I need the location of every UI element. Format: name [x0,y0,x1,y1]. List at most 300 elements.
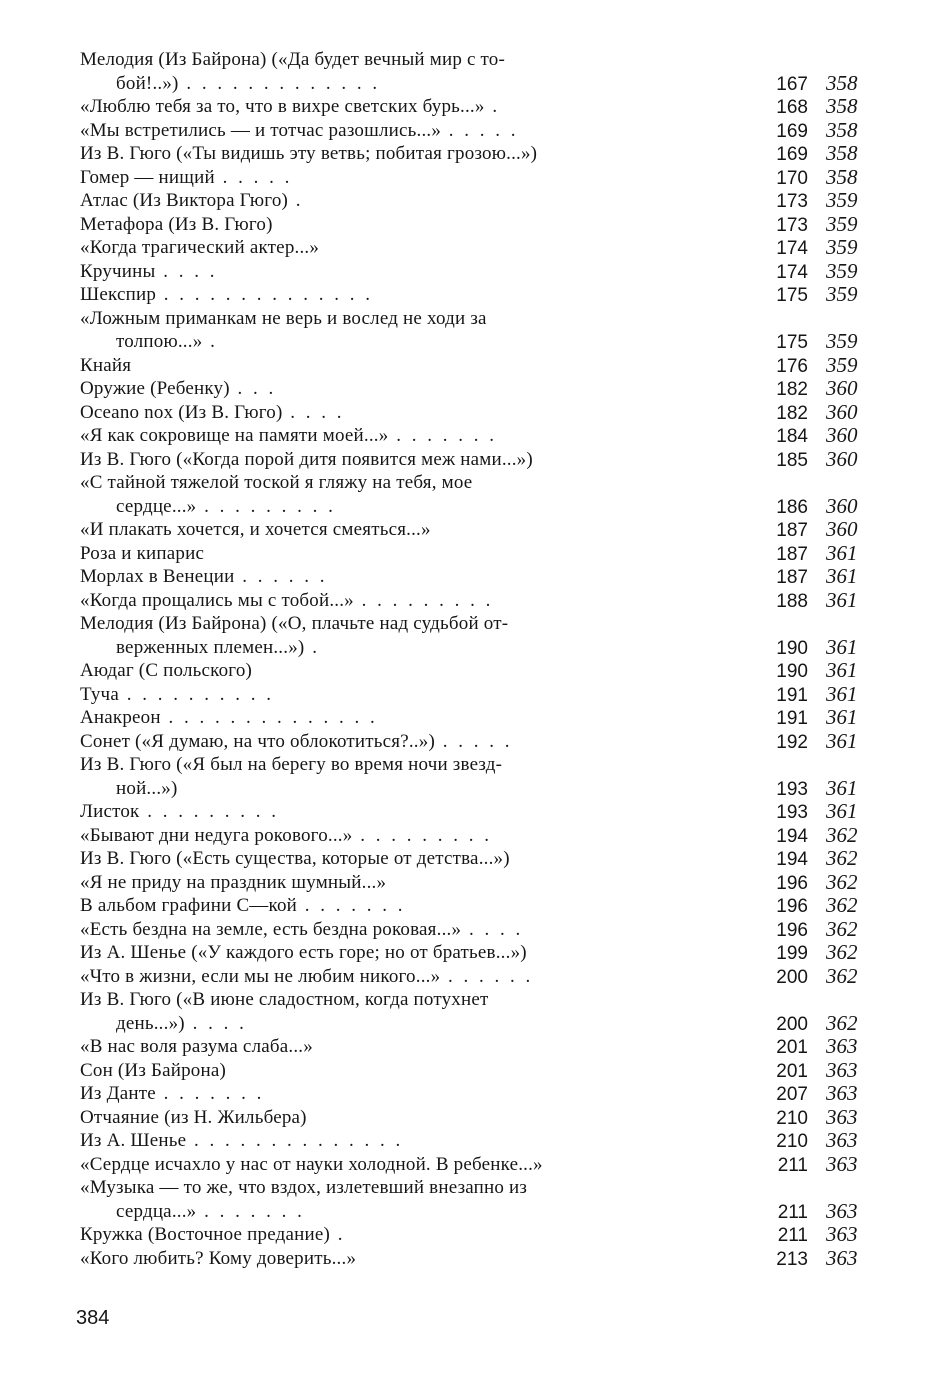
entry-title-text: Кнайя [80,354,132,376]
entry-title [80,1129,722,1153]
entry-notes-page: 361 [826,587,858,612]
entry-title-text: «Сердце исчахло у нас от науки холодной. В ребенке...» [80,1153,543,1175]
entry-page-refs [760,542,874,566]
entry-title-text: Из В. Гюго («Когда порой дитя появится меж нами...») [80,448,533,470]
entry-page-number: 190 [776,661,808,682]
toc-entry [0,1247,944,1271]
entry-page-refs [760,166,874,190]
entry-title [80,448,722,472]
toc-entry [0,1223,944,1247]
entry-title [80,48,722,95]
dot-leader: . . . . . . . [155,1083,265,1104]
entry-title-text: Оружие (Ребенку) [80,378,230,399]
entry-page-refs [760,189,874,213]
entry-page-number: 196 [776,919,808,941]
entry-title [80,307,722,354]
toc-entry [0,377,944,401]
entry-page-number: 211 [777,1154,808,1176]
entry-title [80,894,722,918]
toc-entry [0,142,944,166]
entry-notes-page: 358 [826,70,858,95]
dot-leader: . [329,1224,346,1245]
entry-page-refs [760,565,874,589]
entry-title-continuation: толпою...» [116,331,203,352]
entry-title-text: «Что в жизни, если мы не любим никого...» [80,965,441,987]
dot-leader: . . . [229,378,277,399]
entry-title-text: Кручины [80,260,156,282]
entry-notes-page: 360 [826,493,858,518]
entry-page-refs [760,683,874,707]
entry-title-text: Роза и кипарис [80,542,205,564]
entry-title [80,1059,722,1083]
toc-entry [0,189,944,213]
entry-title [80,1223,722,1247]
entry-page-refs [760,941,874,965]
toc-entry [0,260,944,284]
entry-title-text: В альбом графини С—кой [80,895,298,916]
entry-page-number: 173 [776,191,808,212]
entry-title [80,236,722,260]
entry-page-refs [760,1035,874,1059]
toc-entry [0,1082,944,1106]
entry-title [80,918,722,942]
entry-page-refs [760,1059,874,1083]
entry-page-number: 182 [776,379,808,400]
entry-page-refs [760,119,874,143]
toc-entry [0,307,944,354]
entry-page-number: 194 [776,849,808,870]
entry-title [80,800,722,824]
entry-notes-page: 360 [826,446,858,471]
entry-title-continuation: бой!..») [116,72,179,94]
entry-title [80,988,722,1035]
entry-page-refs [760,424,874,448]
dot-leader: . . . . . . . [196,1200,305,1222]
entry-page-refs [760,1106,874,1130]
entry-title [80,965,722,989]
entry-notes-page: 363 [826,1222,858,1246]
entry-notes-page: 359 [826,352,858,377]
entry-page-number: 191 [776,684,808,706]
dot-leader: . . . . . [441,119,519,141]
entry-notes-page: 362 [826,940,858,964]
entry-title-continuation: день...») [116,1012,185,1034]
entry-page-refs [760,1153,874,1177]
entry-notes-page: 362 [826,869,858,894]
entry-notes-page: 359 [826,258,858,283]
dot-leader: . . . . . . [440,965,534,987]
entry-title [80,283,722,307]
toc-entry [0,119,944,143]
entry-title [80,753,722,800]
entry-page-refs [760,871,874,895]
entry-notes-page: 358 [826,117,858,142]
entry-notes-page: 358 [826,164,858,189]
entry-page-refs [760,260,874,284]
toc-entry [0,871,944,895]
entry-page-refs [760,95,874,119]
entry-page-refs [760,495,874,519]
entry-title [80,95,722,119]
entry-page-number: 174 [776,238,808,259]
entry-notes-page: 362 [826,916,858,941]
toc-entry [0,1176,944,1223]
entry-page-refs [760,847,874,871]
entry-title-text: Атлас (Из Виктора Гюго) [80,190,289,211]
entry-page-refs [760,142,874,166]
entry-title [80,542,722,566]
toc-entry [0,1035,944,1059]
entry-title-text: «Бывают дни недуга рокового...» [80,824,353,846]
toc-entry [0,401,944,425]
entry-page-number: 173 [776,214,808,236]
entry-page-number: 169 [776,120,808,142]
toc-entry [0,565,944,589]
entry-notes-page: 362 [826,822,858,847]
entry-page-refs [760,706,874,730]
entry-title [80,260,722,284]
entry-title-continuation: ной...») [116,777,178,799]
entry-notes-page: 363 [826,1034,858,1058]
entry-page-number: 191 [776,708,808,729]
dot-leader: . . . . . . . . . [196,495,336,517]
entry-notes-page: 360 [826,517,858,541]
toc-entry [0,659,944,683]
toc-entry [0,589,944,613]
entry-title [80,1035,722,1059]
entry-page-number: 184 [776,426,808,447]
entry-page-refs [760,448,874,472]
entry-title-text: Метафора (Из В. Гюго) [80,213,273,235]
entry-page-number: 187 [776,567,808,588]
dot-leader: . . . . . . . . . [352,824,492,846]
entry-page-number: 193 [776,778,808,800]
entry-notes-page: 362 [826,893,858,917]
entry-page-number: 211 [777,1201,808,1223]
entry-notes-page: 361 [826,564,858,588]
entry-notes-page: 361 [826,634,858,659]
entry-page-refs [760,589,874,613]
entry-title [80,824,722,848]
entry-page-refs [760,330,874,354]
entry-title [80,589,722,613]
entry-title [80,941,722,965]
toc-entry [0,988,944,1035]
entry-page-refs [760,377,874,401]
entry-notes-page: 358 [826,141,858,165]
entry-notes-page: 361 [826,705,858,729]
entry-notes-page: 363 [826,1245,858,1270]
entry-title [80,730,722,754]
entry-notes-page: 363 [826,1128,858,1152]
entry-title [80,142,722,166]
toc-entry [0,753,944,800]
entry-title-text: «В нас воля разума слаба...» [80,1036,313,1057]
entry-title-text: «Кого любить? Кому доверить...» [80,1247,357,1269]
entry-title [80,565,722,589]
entry-title-text: Из В. Гюго («Ты видишь эту ветвь; побитая грозою...») [80,143,538,164]
entry-notes-page: 359 [826,211,858,236]
entry-title-text: Из А. Шенье [80,1130,187,1151]
entry-notes-page: 362 [826,963,858,988]
entry-title-text: Кружка (Восточное предание) [80,1224,330,1245]
entry-title [80,189,722,213]
entry-title-text: «Люблю тебя за то, что в вихре светских бурь...» [80,96,485,117]
entry-page-number: 168 [776,97,808,118]
entry-title [80,119,722,143]
entry-title [80,1247,722,1271]
toc-entry [0,48,944,95]
entry-title-text: Из В. Гюго («Я был на берегу во время ночи звезд- [80,754,503,775]
entry-title [80,1106,722,1130]
entry-title [80,1153,722,1177]
dot-leader: . [202,331,218,352]
entry-title [80,706,722,730]
entry-title-text: «Я не приду на праздник шумный...» [80,871,387,893]
entry-page-refs [760,1082,874,1106]
entry-notes-page: 361 [826,540,858,565]
entry-page-number: 210 [776,1107,808,1129]
entry-title-text: Мелодия (Из Байрона) («О, плачьте над судьбой от- [80,613,509,634]
entry-title-text: Аюдаг (С польского) [80,660,253,681]
entry-notes-page: 363 [826,1104,858,1129]
entry-page-number: 201 [776,1037,808,1058]
entry-title [80,213,722,237]
toc-entry [0,824,944,848]
entry-title-text: «С тайной тяжелой тоской я гляжу на тебя, мое [80,472,473,493]
entry-title-text: Листок [80,801,140,822]
entry-title [80,659,722,683]
entry-notes-page: 359 [826,188,858,212]
dot-leader: . . . . . . . . . . . . . . [186,1130,404,1151]
entry-page-refs [760,518,874,542]
entry-title-text: Сон (Из Байрона) [80,1059,227,1081]
entry-title [80,683,722,707]
entry-page-number: 190 [776,637,808,659]
entry-page-refs [760,636,874,660]
toc-entry [0,283,944,307]
entry-title [80,871,722,895]
entry-page-number: 186 [776,496,808,518]
entry-title-text: «Я как сокровище на памяти моей...» [80,425,389,446]
entry-title-text: Из А. Шенье («У каждого есть горе; но от братьев...») [80,942,527,963]
entry-page-refs [760,800,874,824]
entry-page-refs [760,659,874,683]
entry-title-text: «И плакать хочется, и хочется смеяться...» [80,519,431,540]
entry-page-number: 169 [776,144,808,165]
entry-title-text: Из Данте [80,1083,156,1104]
entry-page-number: 196 [776,872,808,894]
entry-title-text: «Когда трагический актер...» [80,237,320,258]
entry-page-refs [760,1247,874,1271]
entry-title-text: Шекспир [80,284,157,305]
entry-page-number: 187 [776,520,808,541]
entry-page-refs [760,1129,874,1153]
toc-entry [0,424,944,448]
entry-page-number: 174 [776,261,808,283]
dot-leader: . [304,636,320,658]
toc-entry [0,542,944,566]
entry-page-refs [760,730,874,754]
entry-title [80,424,722,448]
dot-leader: . . . . . . . . . . . . . . [160,707,378,728]
entry-page-refs [760,1223,874,1247]
entry-title [80,1176,722,1223]
entry-title [80,847,722,871]
entry-notes-page: 363 [826,1057,858,1082]
entry-page-refs [760,777,874,801]
entry-title-text: Мелодия (Из Байрона) («Да будет вечный мир с то- [80,49,506,70]
dot-leader: . . . . . . . [388,425,497,446]
entry-page-number: 207 [776,1084,808,1105]
toc-entry [0,918,944,942]
entry-notes-page: 359 [826,282,858,306]
entry-title-continuation: сердце...» [116,495,197,517]
dot-leader: . . . . [282,401,345,423]
toc-entry [0,236,944,260]
entry-notes-page: 361 [826,658,858,682]
entry-notes-page: 359 [826,235,858,259]
entry-notes-page: 361 [826,799,858,823]
entry-notes-page: 363 [826,1151,858,1176]
entry-page-refs [760,1012,874,1036]
entry-title-text: «Ложным приманкам не верь и вослед не ходи за [80,307,487,329]
dot-leader: . [288,190,304,211]
entry-page-number: 194 [776,825,808,847]
entry-page-number: 182 [776,402,808,424]
entry-page-refs [760,283,874,307]
toc-entry [0,518,944,542]
entry-title [80,354,722,378]
entry-title [80,1082,722,1106]
dot-leader: . . . . . . . . . . . . . . [156,284,374,305]
entry-page-refs [760,236,874,260]
toc-entry [0,894,944,918]
entry-notes-page: 359 [826,329,858,353]
toc-entry [0,471,944,518]
entry-page-refs [760,354,874,378]
entry-page-number: 196 [776,896,808,917]
entry-page-refs [760,918,874,942]
entry-page-refs [760,72,874,96]
entry-title [80,612,722,659]
entry-notes-page: 362 [826,1010,858,1035]
entry-notes-page: 358 [826,94,858,118]
entry-page-refs [760,894,874,918]
entry-title-text: «Мы встретились — и тотчас разошлись...» [80,119,442,141]
toc-entry [0,448,944,472]
dot-leader: . . . . [184,1012,247,1034]
entry-page-number: 213 [776,1248,808,1270]
entry-title-text: «Музыка — то же, что вздох, излетевший внезапно из [80,1177,528,1198]
entry-title-continuation: сердца...» [116,1200,197,1222]
entry-page-number: 210 [776,1131,808,1152]
toc-entry [0,1153,944,1177]
entry-page-refs [760,1200,874,1224]
toc-entry [0,941,944,965]
dot-leader: . . . . . . [234,566,328,587]
toc-entry [0,847,944,871]
entry-page-number: 175 [776,332,808,353]
toc-entry [0,800,944,824]
entry-page-refs [760,965,874,989]
toc-entry [0,1106,944,1130]
entry-page-number: 176 [776,355,808,377]
entry-title-text: Сонет («Я думаю, на что облокотиться?..») [80,730,435,752]
entry-page-refs [760,401,874,425]
toc-entry [0,95,944,119]
dot-leader: . . . . . . . [297,895,406,916]
entry-title-text: Из В. Гюго («В июне сладостном, когда потухнет [80,989,489,1010]
entry-title-text: Туча [80,683,119,705]
entry-page-refs [760,824,874,848]
entry-notes-page: 361 [826,728,858,753]
entry-notes-page: 362 [826,846,858,870]
entry-notes-page: 363 [826,1198,858,1223]
table-of-contents [0,48,944,1270]
toc-entry [0,683,944,707]
entry-page-number: 192 [776,731,808,753]
dot-leader: . . . . . . . . . . [118,683,274,705]
entry-title-text: Oceano nox (Из В. Гюго) [80,401,283,423]
dot-leader: . . . . . . . . . [139,801,279,822]
entry-title [80,401,722,425]
entry-page-number: 185 [776,449,808,471]
entry-page-number: 170 [776,167,808,189]
dot-leader: . . . . . . . . . . . . . [178,72,381,94]
entry-page-number: 199 [776,943,808,964]
toc-entry [0,1129,944,1153]
entry-page-refs [760,213,874,237]
entry-title [80,166,722,190]
entry-notes-page: 360 [826,423,858,447]
entry-page-number: 211 [777,1225,808,1246]
entry-notes-page: 361 [826,775,858,800]
entry-title-text: Гомер — нищий [80,166,215,188]
toc-entry [0,612,944,659]
toc-entry [0,213,944,237]
dot-leader: . . . . . [214,166,293,188]
toc-entry [0,706,944,730]
dot-leader: . . . . . [435,730,513,752]
page-number: 384 [76,1307,110,1329]
entry-notes-page: 363 [826,1081,858,1105]
entry-page-number: 200 [776,1013,808,1035]
entry-title-continuation: верженных племен...») [116,636,305,658]
entry-title-text: Из В. Гюго («Есть существа, которые от детства...») [80,848,510,869]
entry-title-text: Анакреон [80,707,161,728]
entry-title [80,518,722,542]
dot-leader: . . . . [461,918,524,940]
entry-title [80,377,722,401]
entry-title-text: Отчаяние (из Н. Жильбера) [80,1106,307,1128]
toc-entry [0,166,944,190]
entry-page-number: 200 [776,966,808,988]
entry-notes-page: 361 [826,681,858,706]
entry-notes-page: 360 [826,399,858,424]
entry-page-number: 188 [776,590,808,612]
entry-title-text: «Есть бездна на земле, есть бездна роковая...» [80,918,462,940]
dot-leader: . . . . [155,260,218,282]
entry-page-number: 167 [776,73,808,95]
entry-page-number: 175 [776,285,808,306]
toc-entry [0,965,944,989]
toc-entry [0,730,944,754]
toc-entry [0,1059,944,1083]
entry-page-number: 187 [776,543,808,565]
entry-notes-page: 360 [826,376,858,400]
entry-title [80,471,722,518]
